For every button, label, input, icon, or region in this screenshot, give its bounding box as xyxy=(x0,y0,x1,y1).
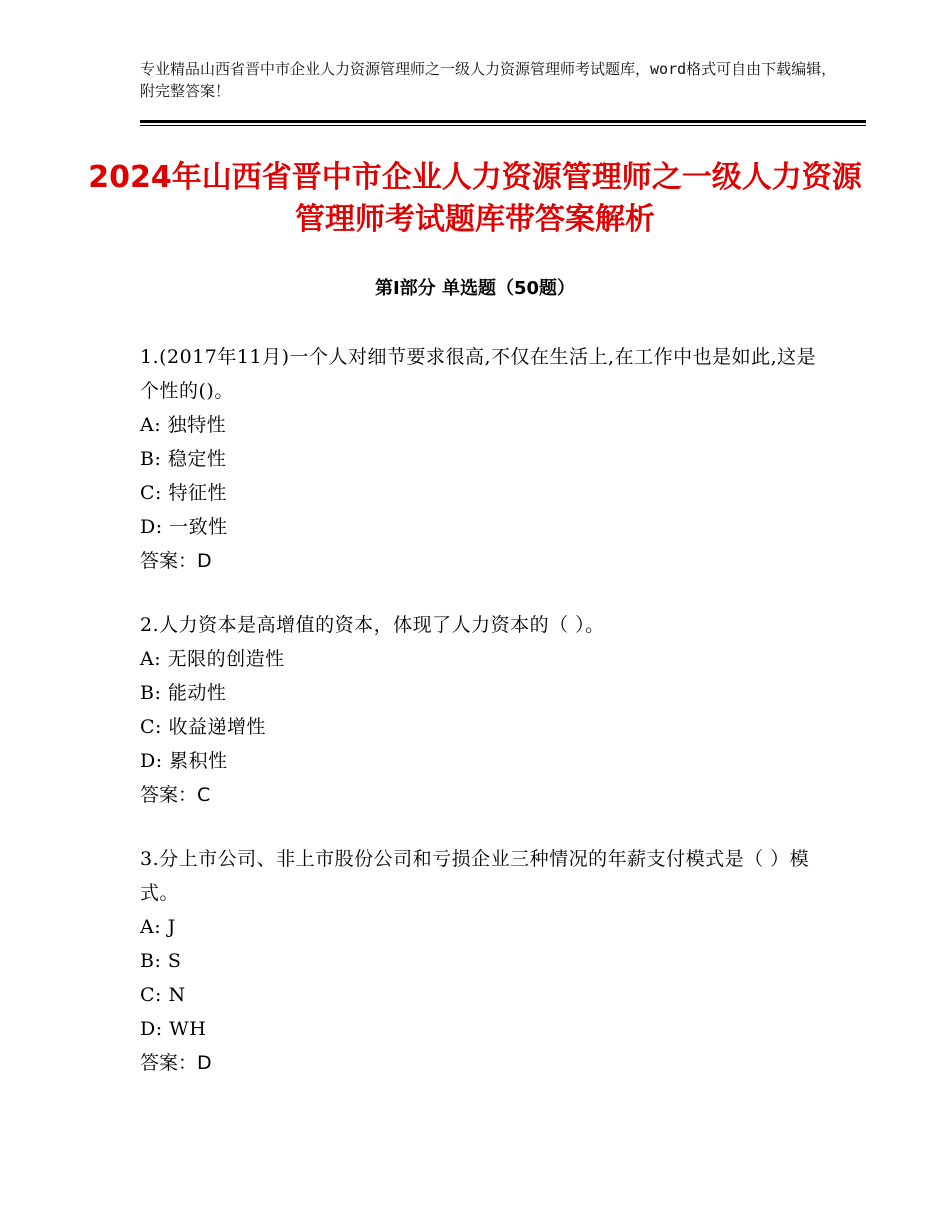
question-1 xyxy=(140,340,820,578)
option-d: D: 一致性 xyxy=(140,516,228,538)
question-stem: 3.分上市公司、非上市股份公司和亏损企业三种情况的年薪支付模式是（ ）模式。 xyxy=(140,848,810,904)
question-2 xyxy=(140,608,820,812)
document-title: 2024年山西省晋中市企业人力资源管理师之一级人力资源管理师考试题库带答案解析 xyxy=(88,160,862,237)
option-c: C: N xyxy=(140,984,186,1006)
option-d: D: WH xyxy=(140,1018,207,1040)
header-divider-thick xyxy=(140,120,866,123)
question-3 xyxy=(140,842,820,1080)
option-c: C: 收益递增性 xyxy=(140,716,266,738)
question-stem: 2.人力资本是高增值的资本，体现了人力资本的（ ）。 xyxy=(140,614,605,636)
answer-line: 答案：C xyxy=(140,784,211,806)
section-heading: 第Ⅰ部分 单选题（50题） xyxy=(374,278,575,299)
option-b: B: S xyxy=(140,950,182,972)
option-a: A: 无限的创造性 xyxy=(140,648,285,670)
option-d: D: 累积性 xyxy=(140,750,228,772)
option-a: A: 独特性 xyxy=(140,414,227,436)
question-list xyxy=(140,340,820,1110)
question-stem: 1.(2017年11月)一个人对细节要求很高,不仅在生活上,在工作中也是如此,这是个性的()。 xyxy=(140,346,817,402)
answer-line: 答案：D xyxy=(140,550,212,572)
option-b: B: 稳定性 xyxy=(140,448,227,470)
answer-line: 答案：D xyxy=(140,1052,212,1074)
header-divider-thin xyxy=(140,125,866,126)
option-c: C: 特征性 xyxy=(140,482,227,504)
option-b: B: 能动性 xyxy=(140,682,227,704)
option-a: A: J xyxy=(140,916,176,938)
header-note: 专业精品山西省晋中市企业人力资源管理师之一级人力资源管理师考试题库，word格式可自由下载编辑，附完整答案！ xyxy=(140,60,837,100)
